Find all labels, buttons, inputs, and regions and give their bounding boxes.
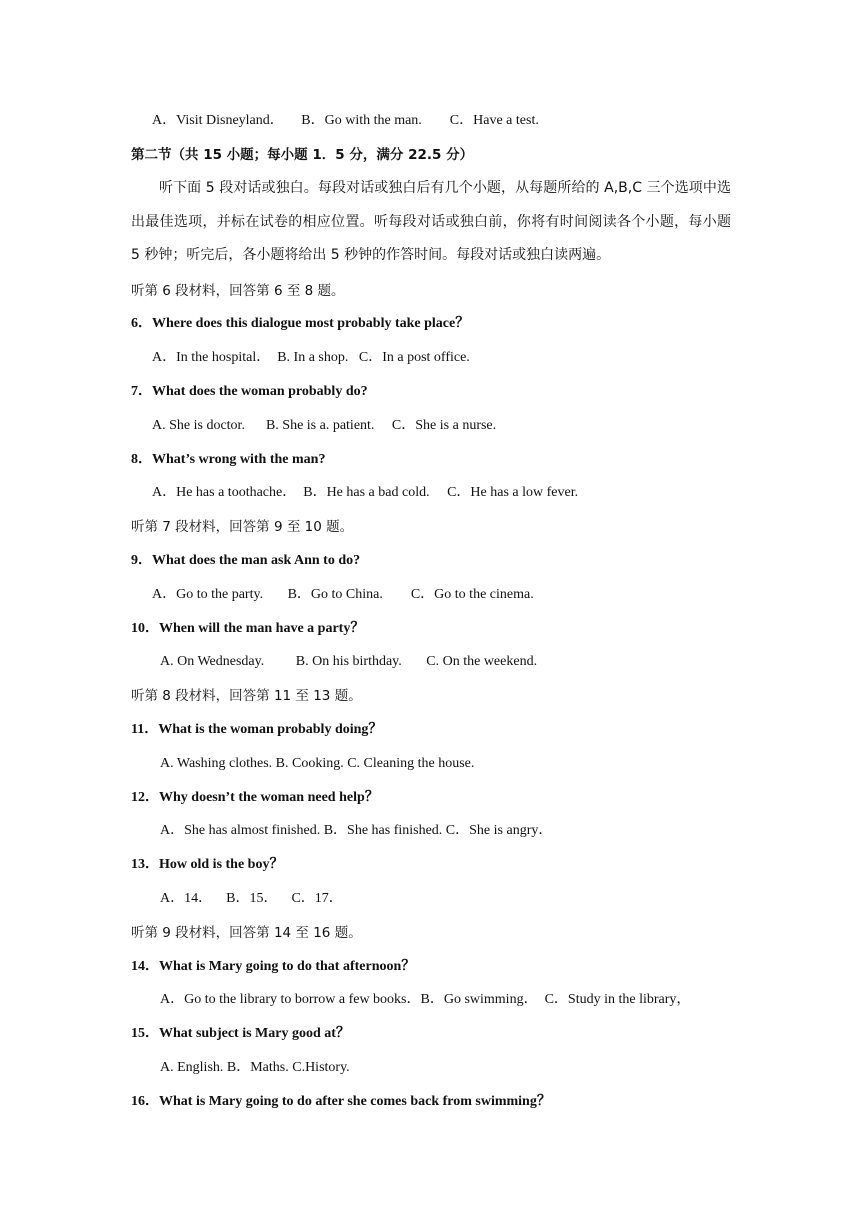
question-10: 10．When will the man have a party？ <box>131 621 365 636</box>
q15-options: A. English. B．Maths. C.History. <box>160 1060 350 1075</box>
q10-options: A. On Wednesday. B. On his birthday. C. On the weekend. <box>160 654 538 669</box>
question-16: 16．What is Mary going to do after she comes back from swimming？ <box>131 1094 551 1109</box>
q8-options: A．He has a toothache． B．He has a bad cold. C．He has a low fever. <box>152 485 579 500</box>
question-7: 7．What does the woman probably do? <box>131 384 368 399</box>
q14-options: A．Go to the library to borrow a few books．B．Go swimming． C．Study in the library， <box>160 992 691 1007</box>
passage-7-note: 听第 7 段材料，回答第 9 至 10 题。 <box>131 519 354 535</box>
question-11: 11．What is the woman probably doing？ <box>131 722 383 737</box>
passage-6-note: 听第 6 段材料，回答第 6 至 8 题。 <box>131 283 345 299</box>
q13-options: A．14． B．15． C．17． <box>160 891 343 906</box>
section-instructions: 听下面 5 段对话或独白。每段对话或独白后有几个小题，从每题所给的 A,B,C 三个选项中选出最佳选项，并标在试卷的相应位置。听每段对话或独白前，你将有时间阅读各个小题，每小题 5 秒钟；听完后，各小题将给出 5 秒钟的作答时间。每段对话或独白读两遍。 <box>131 180 731 264</box>
q9-options: A．Go to the party. B．Go to China. C．Go to the cinema. <box>152 587 534 602</box>
question-12: 12．Why doesn’t the woman need help？ <box>131 790 379 805</box>
question-8: 8．What’s wrong with the man? <box>131 452 326 467</box>
section-heading: 第二节（共 15 小题；每小题 1．5 分，满分 22.5 分） <box>131 147 474 163</box>
question-13: 13．How old is the boy？ <box>131 857 284 872</box>
q11-options: A. Washing clothes. B. Cooking. C. Cleaning the house. <box>160 756 475 771</box>
q12-options: A．She has almost finished. B．She has finished. C．She is angry． <box>160 823 553 838</box>
q7-options: A. She is doctor. B. She is a. patient. C．She is a nurse. <box>152 418 497 433</box>
question-9: 9．What does the man ask Ann to do? <box>131 553 361 568</box>
question-14: 14．What is Mary going to do that afternoon？ <box>131 959 416 974</box>
q5-options: A．Visit Disneyland． B．Go with the man. C．Have a test. <box>152 113 539 128</box>
passage-8-note: 听第 8 段材料，回答第 11 至 13 题。 <box>131 688 362 704</box>
passage-9-note: 听第 9 段材料，回答第 14 至 16 题。 <box>131 925 362 941</box>
question-15: 15．What subject is Mary good at？ <box>131 1026 350 1041</box>
q6-options: A．In the hospital． B. In a shop. C．In a post office. <box>152 350 470 365</box>
question-6: 6．Where does this dialogue most probably take place？ <box>131 316 470 331</box>
